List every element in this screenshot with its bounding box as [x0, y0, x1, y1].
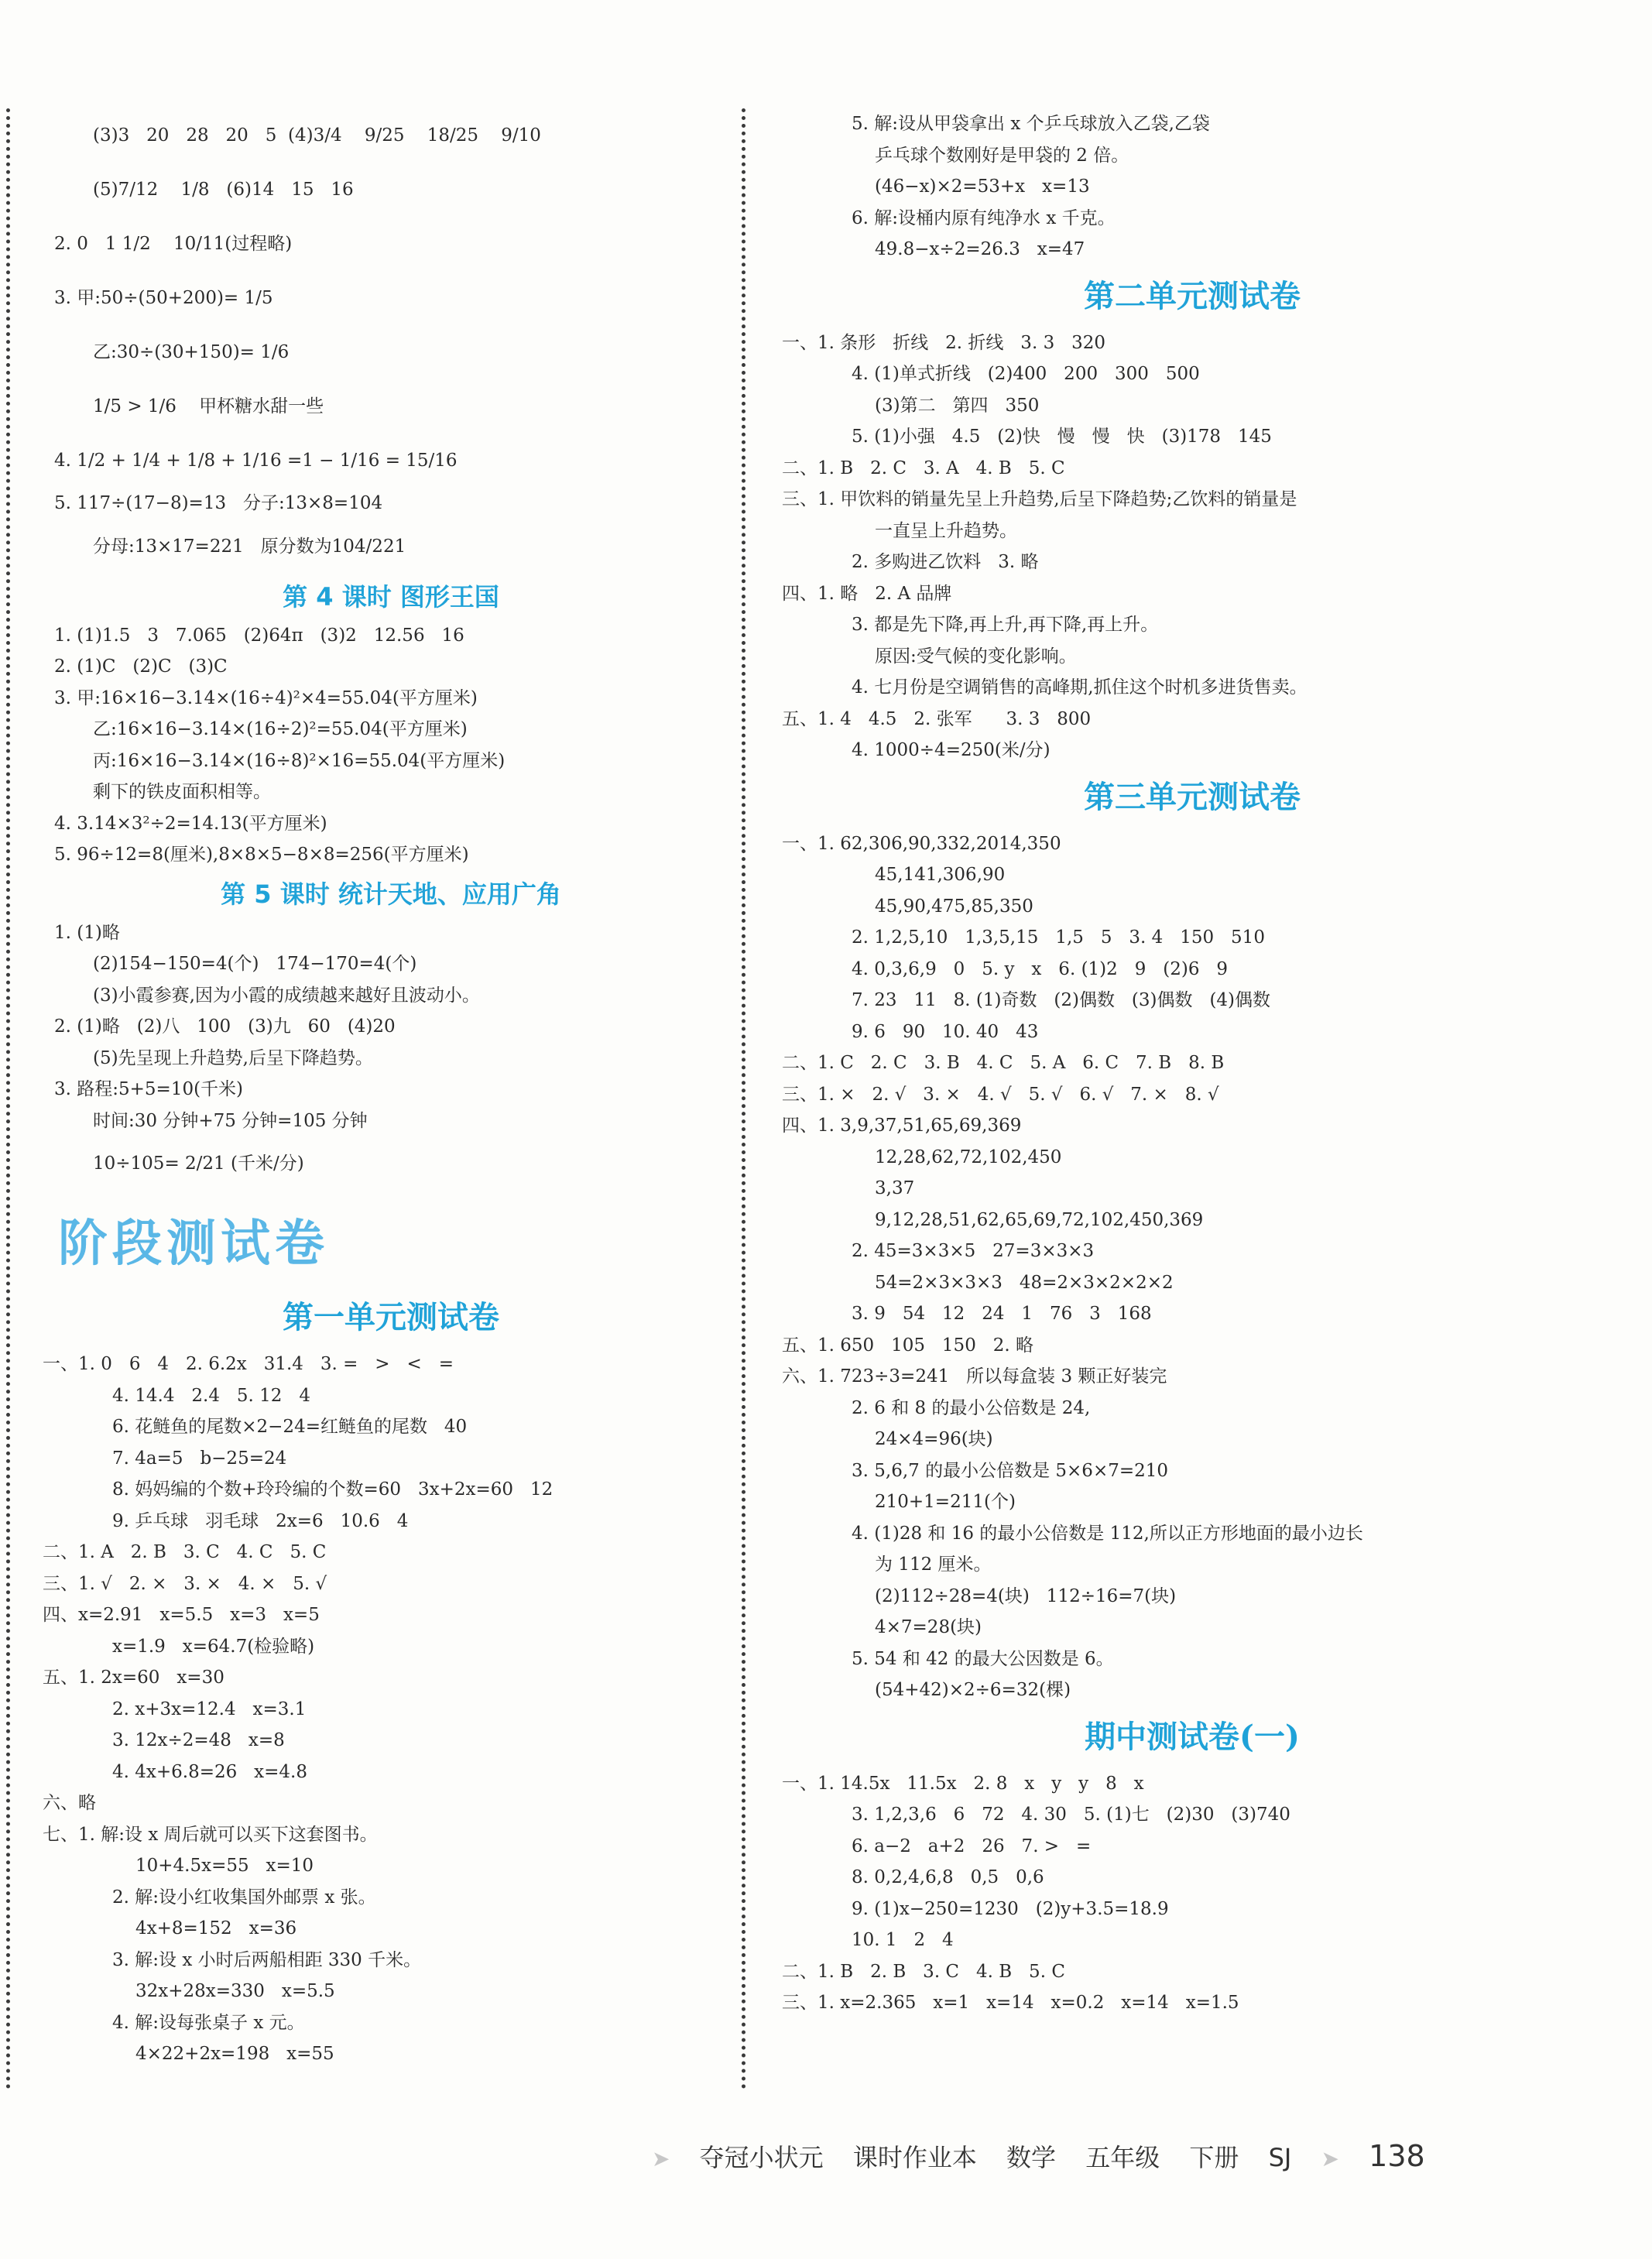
book-brand: 夺冠小状元: [699, 2143, 824, 2172]
answer-block-lesson-4: [43, 620, 739, 871]
answer-line: 4. 4x+6.8=26 x=4.8: [112, 1761, 308, 1782]
answer-line: 2. (1)C (2)C (3)C: [54, 656, 228, 677]
answer-line: 2. 解:设小红收集国外邮票 x 张。: [112, 1887, 376, 1908]
answer-line: 6. 花鲢鱼的尾数×2−24=红鲢鱼的尾数 40: [112, 1417, 468, 1437]
answer-line: 4. (1)28 和 16 的最小公倍数是 112,所以正方形地面的最小边长: [852, 1523, 1363, 1544]
answer-line: 为 112 厘米。: [875, 1555, 992, 1575]
answer-line: 4. 0,3,6,9 0 5. y x 6. (1)2 9 (2)6 9: [852, 958, 1229, 979]
section-title-lesson-4: 第 4 课时 图形王国: [283, 581, 499, 612]
answer-line: 1. (1)1.5 3 7.065 (2)64π (3)2 12.56 16: [54, 625, 464, 646]
answer-line: 4. 1000÷4=250(米/分): [852, 740, 1050, 760]
answer-line: 2. 45=3×3×5 27=3×3×3: [852, 1241, 1095, 1261]
answer-line: (3)第二 第四 350: [875, 395, 1040, 416]
answer-line: 24×4=96(块): [875, 1429, 993, 1449]
page-number: 138: [1369, 2139, 1425, 2173]
answer-line: 5. 96÷12=8(厘米),8×8×5−8×8=256(平方厘米): [54, 845, 469, 865]
answer-line: 9,12,28,51,62,65,69,72,102,450,369: [875, 1209, 1204, 1230]
answer-line: 10+4.5x=55 x=10: [135, 1856, 314, 1876]
answer-line: 丙:16×16−3.14×(16÷8)²×16=55.04(平方厘米): [93, 750, 506, 771]
answer-line: 一、1. 0 6 4 2. 6.2x 31.4 3. = > < =: [43, 1354, 454, 1374]
answer-line: 54=2×3×3×3 48=2×3×2×2×2: [875, 1272, 1174, 1293]
answer-line: 2. 多购进乙饮料 3. 略: [852, 552, 1039, 572]
answer-line: 3. 5,6,7 的最小公倍数是 5×6×7=210: [852, 1460, 1169, 1481]
stage-test-title: 阶段测试卷: [58, 1215, 329, 1273]
answer-line: 一、1. 62,306,90,332,2014,350: [782, 833, 1061, 854]
section-title-unit-3: 第三单元测试卷: [1084, 778, 1301, 815]
answer-line: 三、1. x=2.365 x=1 x=14 x=0.2 x=14 x=1.5: [782, 1993, 1239, 2013]
answer-line: 3. 1,2,3,6 6 72 4. 30 5. (1)七 (2)30 (3)740: [852, 1805, 1290, 1825]
answer-line: 10÷105= 2/21 (千米/分): [93, 1153, 304, 1174]
answer-line: 4×22+2x=198 x=55: [135, 2044, 334, 2064]
answer-line: 三、1. × 2. √ 3. × 4. √ 5. √ 6. √ 7. × 8. √: [782, 1084, 1219, 1105]
answer-line: 7. 23 11 8. (1)奇数 (2)偶数 (3)偶数 (4)偶数: [852, 990, 1271, 1010]
answer-line: 3,37: [875, 1178, 915, 1198]
answer-line: 10. 1 2 4: [852, 1930, 954, 1950]
answer-line: 5. 54 和 42 的最大公因数是 6。: [852, 1648, 1114, 1669]
answer-line: 9. 乒乓球 羽毛球 2x=6 10.6 4: [112, 1510, 409, 1531]
answer-line: 5. 117÷(17−8)=13 分子:13×8=104: [54, 493, 383, 513]
answer-line: 时间:30 分钟+75 分钟=105 分钟: [93, 1110, 368, 1131]
answer-line: 六、略: [43, 1793, 96, 1813]
book-series: 课时作业本: [852, 2143, 977, 2172]
right-column: [782, 108, 1602, 2019]
answer-line: 2. 6 和 8 的最小公倍数是 24,: [852, 1397, 1091, 1418]
answer-line: 3. 甲:50÷(50+200)= 1/5: [54, 288, 273, 308]
answer-line: 6. 解:设桶内原有纯净水 x 千克。: [852, 207, 1116, 228]
answer-line: 五、1. 2x=60 x=30: [43, 1668, 224, 1688]
answer-line: 4. 14.4 2.4 5. 12 4: [112, 1385, 310, 1406]
answer-line: (54+42)×2÷6=32(棵): [875, 1680, 1071, 1700]
answer-line: 二、1. A 2. B 3. C 4. C 5. C: [43, 1542, 327, 1562]
answer-line: 剩下的铁皮面积相等。: [93, 782, 271, 802]
answer-block-unit-2: [782, 327, 1602, 766]
answer-line: 一直呈上升趋势。: [875, 520, 1017, 541]
answer-line: 三、1. √ 2. × 3. × 4. × 5. √: [43, 1573, 327, 1594]
arrow-icon: ➤: [1321, 2146, 1339, 2172]
binding-dots-left: [6, 108, 10, 2090]
answer-line: 五、1. 4 4.5 2. 张军 3. 3 800: [782, 708, 1092, 729]
answer-line: 二、1. C 2. C 3. B 4. C 5. A 6. C 7. B 8. B: [782, 1053, 1225, 1073]
answer-line: 5. 解:设从甲袋拿出 x 个乒乓球放入乙袋,乙袋: [852, 114, 1210, 134]
answer-line: 五、1. 650 105 150 2. 略: [782, 1335, 1034, 1356]
answer-line: 一、1. 14.5x 11.5x 2. 8 x y y 8 x: [782, 1773, 1144, 1794]
book-subject: 数学: [1006, 2143, 1057, 2172]
answer-line: 4. 3.14×3²÷2=14.13(平方厘米): [54, 813, 327, 834]
answer-line: 三、1. 甲饮料的销量先呈上升趋势,后呈下降趋势;乙饮料的销量是: [782, 489, 1297, 509]
answer-line: 分母:13×17=221 原分数为104/221: [93, 536, 406, 557]
answer-line: (2)154−150=4(个) 174−170=4(个): [93, 954, 417, 974]
answer-line: 4. 解:设每张桌子 x 元。: [112, 2012, 305, 2033]
answer-block-fractions: [43, 108, 739, 574]
book-grade: 五年级: [1085, 2143, 1160, 2172]
answer-line: 乒乓球个数刚好是甲袋的 2 倍。: [875, 145, 1129, 166]
answer-line: 3. 9 54 12 24 1 76 3 168: [852, 1304, 1152, 1324]
binding-dots-center: [742, 108, 745, 2090]
answer-line: 8. 0,2,4,6,8 0,5 0,6: [852, 1867, 1044, 1887]
answer-line: 9. 6 90 10. 40 43: [852, 1021, 1039, 1042]
answer-line: 3. 甲:16×16−3.14×(16÷4)²×4=55.04(平方厘米): [54, 687, 478, 708]
answer-line: 8. 妈妈编的个数+玲玲编的个数=60 3x+2x=60 12: [112, 1479, 554, 1500]
book-edition: SJ: [1268, 2143, 1292, 2172]
answer-line: 乙:30÷(30+150)= 1/6: [93, 342, 290, 362]
answer-line: 2. 1,2,5,10 1,3,5,15 1,5 5 3. 4 150 510: [852, 927, 1265, 948]
answer-line: 3. 都是先下降,再上升,再下降,再上升。: [852, 615, 1159, 635]
answer-line: 六、1. 723÷3=241 所以每盒装 3 颗正好装完: [782, 1366, 1167, 1387]
answer-line: (2)112÷28=4(块) 112÷16=7(块): [875, 1585, 1177, 1606]
answer-line: 7. 4a=5 b−25=24: [112, 1448, 287, 1469]
answer-line: 2. (1)略 (2)八 100 (3)九 60 (4)20: [54, 1016, 396, 1037]
answer-line: 四、1. 3,9,37,51,65,69,369: [782, 1116, 1022, 1136]
answer-line: 3. 路程:5+5=10(千米): [54, 1079, 244, 1099]
answer-line: (46−x)×2=53+x x=13: [875, 177, 1090, 197]
answer-line: 49.8−x÷2=26.3 x=47: [875, 239, 1085, 259]
answer-line: 4. 1/2 + 1/4 + 1/8 + 1/16 =1 − 1/16 = 15/16: [54, 451, 458, 471]
section-title-unit-2: 第二单元测试卷: [1084, 277, 1301, 314]
answer-line: 七、1. 解:设 x 周后就可以买下这套图书。: [43, 1824, 378, 1845]
answer-line: 四、x=2.91 x=5.5 x=3 x=5: [43, 1605, 320, 1625]
section-title-lesson-5: 第 5 课时 统计天地、应用广角: [221, 879, 561, 909]
answer-line: 四、1. 略 2. A 品牌: [782, 583, 952, 604]
answer-line: 二、1. B 2. B 3. C 4. B 5. C: [782, 1961, 1065, 1982]
section-title-unit-1: 第一单元测试卷: [283, 1299, 499, 1335]
answer-line: 6. a−2 a+2 26 7. > =: [852, 1836, 1092, 1856]
answer-line: (3)小霞参赛,因为小霞的成绩越来越好且波动小。: [93, 985, 480, 1006]
answer-line: 9. (1)x−250=1230 (2)y+3.5=18.9: [852, 1898, 1169, 1919]
answer-line: 2. 0 1 1/2 10/11(过程略): [54, 234, 293, 254]
answer-line: 12,28,62,72,102,450: [875, 1147, 1062, 1167]
answer-line: 一、1. 条形 折线 2. 折线 3. 3 320: [782, 332, 1106, 353]
answer-line: 210+1=211(个): [875, 1492, 1016, 1512]
answer-line: 1. (1)略: [54, 922, 120, 943]
answer-line: (5)7/12 1/8 (6)14 15 16: [93, 180, 354, 200]
answer-line: 5. (1)小强 4.5 (2)快 慢 慢 快 (3)178 145: [852, 427, 1272, 447]
answer-block-unit-1: [43, 1349, 739, 2070]
answer-line: 3. 解:设 x 小时后两船相距 330 千米。: [112, 1949, 422, 1970]
left-column: [43, 108, 739, 2070]
arrow-icon: ➤: [652, 2146, 670, 2172]
answer-line: 4×7=28(块): [875, 1617, 982, 1637]
answer-block-midterm-1: [782, 1768, 1602, 2019]
answer-line: (5)先呈现上升趋势,后呈下降趋势。: [93, 1047, 373, 1068]
answer-line: 3. 12x÷2=48 x=8: [112, 1730, 285, 1750]
answer-line: 4. (1)单式折线 (2)400 200 300 500: [852, 364, 1200, 384]
answer-line: x=1.9 x=64.7(检验略): [112, 1636, 315, 1657]
page-footer: [652, 2138, 1425, 2174]
answer-block-unit-1-continued: [782, 108, 1602, 266]
answer-block-lesson-5: [43, 917, 739, 1191]
answer-line: 二、1. B 2. C 3. A 4. B 5. C: [782, 458, 1065, 478]
answer-block-unit-3: [782, 828, 1602, 1706]
answer-line: 2. x+3x=12.4 x=3.1: [112, 1699, 307, 1719]
section-title-midterm-1: 期中测试卷(一): [1085, 1718, 1300, 1755]
answer-line: 1/5 > 1/6 甲杯糖水甜一些: [93, 396, 324, 416]
answer-line: 45,90,475,85,350: [875, 896, 1033, 917]
answer-line: 32x+28x=330 x=5.5: [135, 1981, 335, 2001]
answer-line: 45,141,306,90: [875, 865, 1006, 885]
answer-line: (3)3 20 28 20 5 (4)3/4 9/25 18/25 9/10: [93, 125, 541, 146]
answer-line: 原因:受气候的变化影响。: [875, 646, 1077, 667]
answer-line: 乙:16×16−3.14×(16÷2)²=55.04(平方厘米): [93, 719, 468, 739]
book-volume: 下册: [1189, 2143, 1239, 2172]
answer-line: 4. 七月份是空调销售的高峰期,抓住这个时机多进货售卖。: [852, 677, 1308, 698]
answer-line: 4x+8=152 x=36: [135, 1918, 297, 1938]
